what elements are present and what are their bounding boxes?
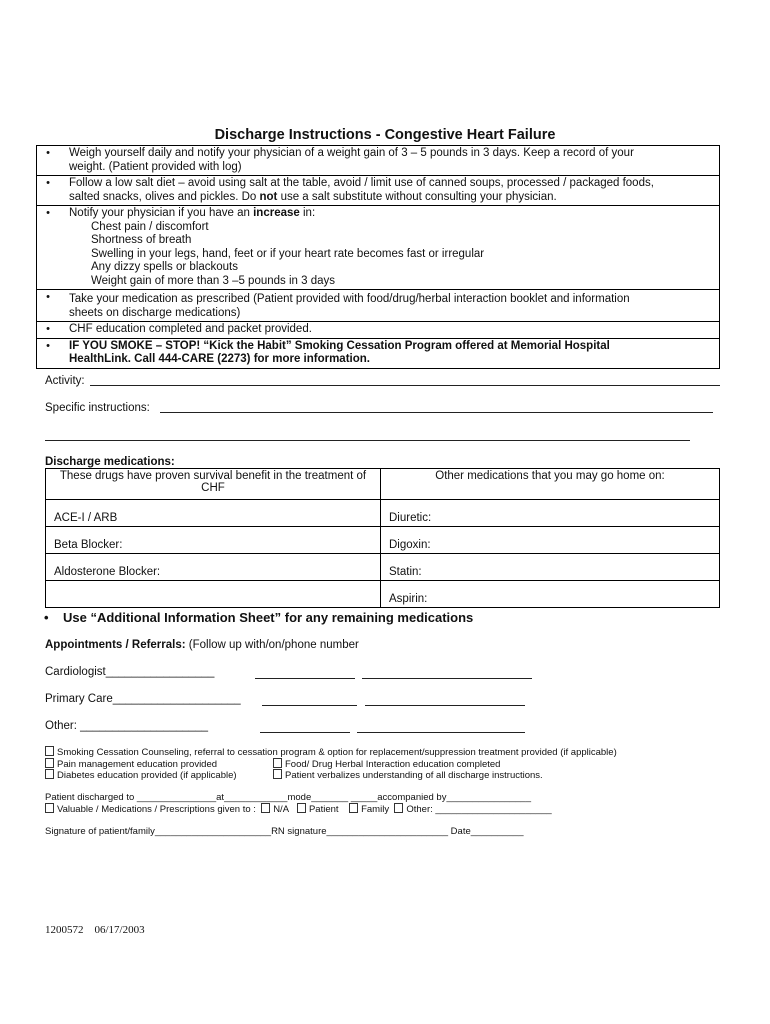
checkbox-icon[interactable] xyxy=(349,803,358,813)
checkbox-icon[interactable] xyxy=(273,769,282,779)
checklist-item: Smoking Cessation Counseling, referral to cessation program & option for replacement/suppression treatment provided (if applicable) xyxy=(45,746,617,758)
bullet: • xyxy=(37,290,60,322)
primary-care-date-line[interactable] xyxy=(262,705,357,706)
checkbox-icon[interactable] xyxy=(273,758,282,768)
med-ace-arb[interactable]: ACE-I / ARB xyxy=(46,500,381,527)
instruction-row xyxy=(37,322,720,339)
bullet: • xyxy=(37,322,60,339)
checklist-item: Diabetes education provided (if applicable) xyxy=(45,769,237,781)
page-title: Discharge Instructions - Congestive Heart Failure xyxy=(214,127,556,143)
bullet: • xyxy=(37,206,60,290)
checklist-item: Food/ Drug Herbal Interaction education completed xyxy=(273,758,500,770)
bullet: • xyxy=(37,338,60,368)
specific-instructions-label: Specific instructions: xyxy=(45,402,150,414)
discharge-medications-label: Discharge medications: xyxy=(45,456,175,468)
meds-right-header: Other medications that you may go home on: xyxy=(381,469,720,500)
bullet: • xyxy=(37,176,60,206)
checklist-item: Patient verbalizes understanding of all discharge instructions. xyxy=(273,769,543,781)
cardiologist-date-line[interactable] xyxy=(255,678,355,679)
med-diuretic[interactable]: Diuretic: xyxy=(381,500,720,527)
primary-care-phone-line[interactable] xyxy=(365,705,525,706)
cardiologist-phone-line[interactable] xyxy=(362,678,532,679)
appointments-label: Appointments / Referrals: (Follow up with/on/phone number xyxy=(45,639,359,651)
instruction-text: Take your medication as prescribed (Patient provided with food/drug/herbal interaction booklet and information xyxy=(69,293,630,305)
meds-left-header: These drugs have proven survival benefit in the treatment of CHF xyxy=(46,469,381,500)
symptom-item: Any dizzy spells or blackouts xyxy=(91,261,239,273)
instruction-text: sheets on discharge medications) xyxy=(69,306,241,319)
med-aspirin[interactable]: Aspirin: xyxy=(381,581,720,608)
additional-info-note: • Use “Additional Information Sheet” for any remaining medications xyxy=(44,610,474,625)
specific-instructions-line2[interactable] xyxy=(45,440,690,441)
instruction-row xyxy=(37,146,720,176)
instruction-text: Follow a low salt diet – avoid using salt at the table, avoid / limit use of canned soups, processed / packaged foods, xyxy=(69,177,654,189)
instruction-text: CHF education completed and packet provided. xyxy=(69,323,312,335)
instruction-row xyxy=(37,176,720,206)
other-date-line[interactable] xyxy=(260,732,350,733)
patient-discharged-line[interactable]: Patient discharged to _______________at____________mode_______ _____accompanied by________________ xyxy=(45,792,531,803)
footer: 1200572 06/17/2003 xyxy=(45,924,145,936)
medications-table xyxy=(45,468,720,608)
other-phone-line[interactable] xyxy=(357,732,525,733)
checkbox-icon[interactable] xyxy=(261,803,270,813)
checkbox-icon[interactable] xyxy=(394,803,403,813)
checkbox-icon[interactable] xyxy=(45,758,54,768)
symptom-item: Swelling in your legs, hand, feet or if your heart rate becomes fast or irregular xyxy=(91,247,485,260)
checkbox-icon[interactable] xyxy=(45,803,54,813)
instruction-row xyxy=(37,206,720,290)
med-empty[interactable] xyxy=(46,581,381,608)
checkbox-icon[interactable] xyxy=(297,803,306,813)
med-statin[interactable]: Statin: xyxy=(381,554,720,581)
instruction-text: Weigh yourself daily and notify your physician of a weight gain of 3 – 5 pounds in 3 days. Keep a record of your xyxy=(69,147,634,159)
med-beta-blocker[interactable]: Beta Blocker: xyxy=(46,527,381,554)
med-aldosterone-blocker[interactable]: Aldosterone Blocker: xyxy=(46,554,381,581)
primary-care-field[interactable]: Primary Care____________________ xyxy=(45,693,241,705)
instruction-text: salted snacks, olives and pickles. Do not use a salt substitute without consulting your physician. xyxy=(69,190,557,203)
specific-instructions-input[interactable] xyxy=(160,412,713,413)
checklist-item: Pain management education provided xyxy=(45,758,217,770)
symptom-item: Shortness of breath xyxy=(91,234,192,246)
signature-line[interactable]: Signature of patient/family______________________RN signature_______________________ Date__________ xyxy=(45,826,524,837)
cardiologist-field[interactable]: Cardiologist_________________ xyxy=(45,666,215,678)
valuables-line: Valuable / Medications / Prescriptions given to : N/A Patient Family Other: ______________________ xyxy=(45,803,552,815)
checkbox-icon[interactable] xyxy=(45,746,54,756)
med-digoxin[interactable]: Digoxin: xyxy=(381,527,720,554)
other-field[interactable]: Other: ____________________ xyxy=(45,720,209,732)
instruction-text: weight. (Patient provided with log) xyxy=(69,160,242,173)
instruction-row xyxy=(37,290,720,322)
checkbox-icon[interactable] xyxy=(45,769,54,779)
instruction-row xyxy=(37,338,720,368)
instruction-text: HealthLink. Call 444-CARE (2273) for more information. xyxy=(69,353,370,365)
instruction-text: Notify your physician if you have an increase in: xyxy=(69,207,316,219)
bullet: • xyxy=(37,146,60,176)
symptom-item: Chest pain / discomfort xyxy=(91,220,209,233)
instruction-text: IF YOU SMOKE – STOP! “Kick the Habit” Smoking Cessation Program offered at Memorial Hospital xyxy=(69,339,610,352)
symptom-item: Weight gain of more than 3 –5 pounds in 3 days xyxy=(91,274,336,287)
instructions-table xyxy=(36,145,720,369)
activity-input[interactable] xyxy=(90,385,720,386)
activity-label: Activity: xyxy=(45,375,85,387)
